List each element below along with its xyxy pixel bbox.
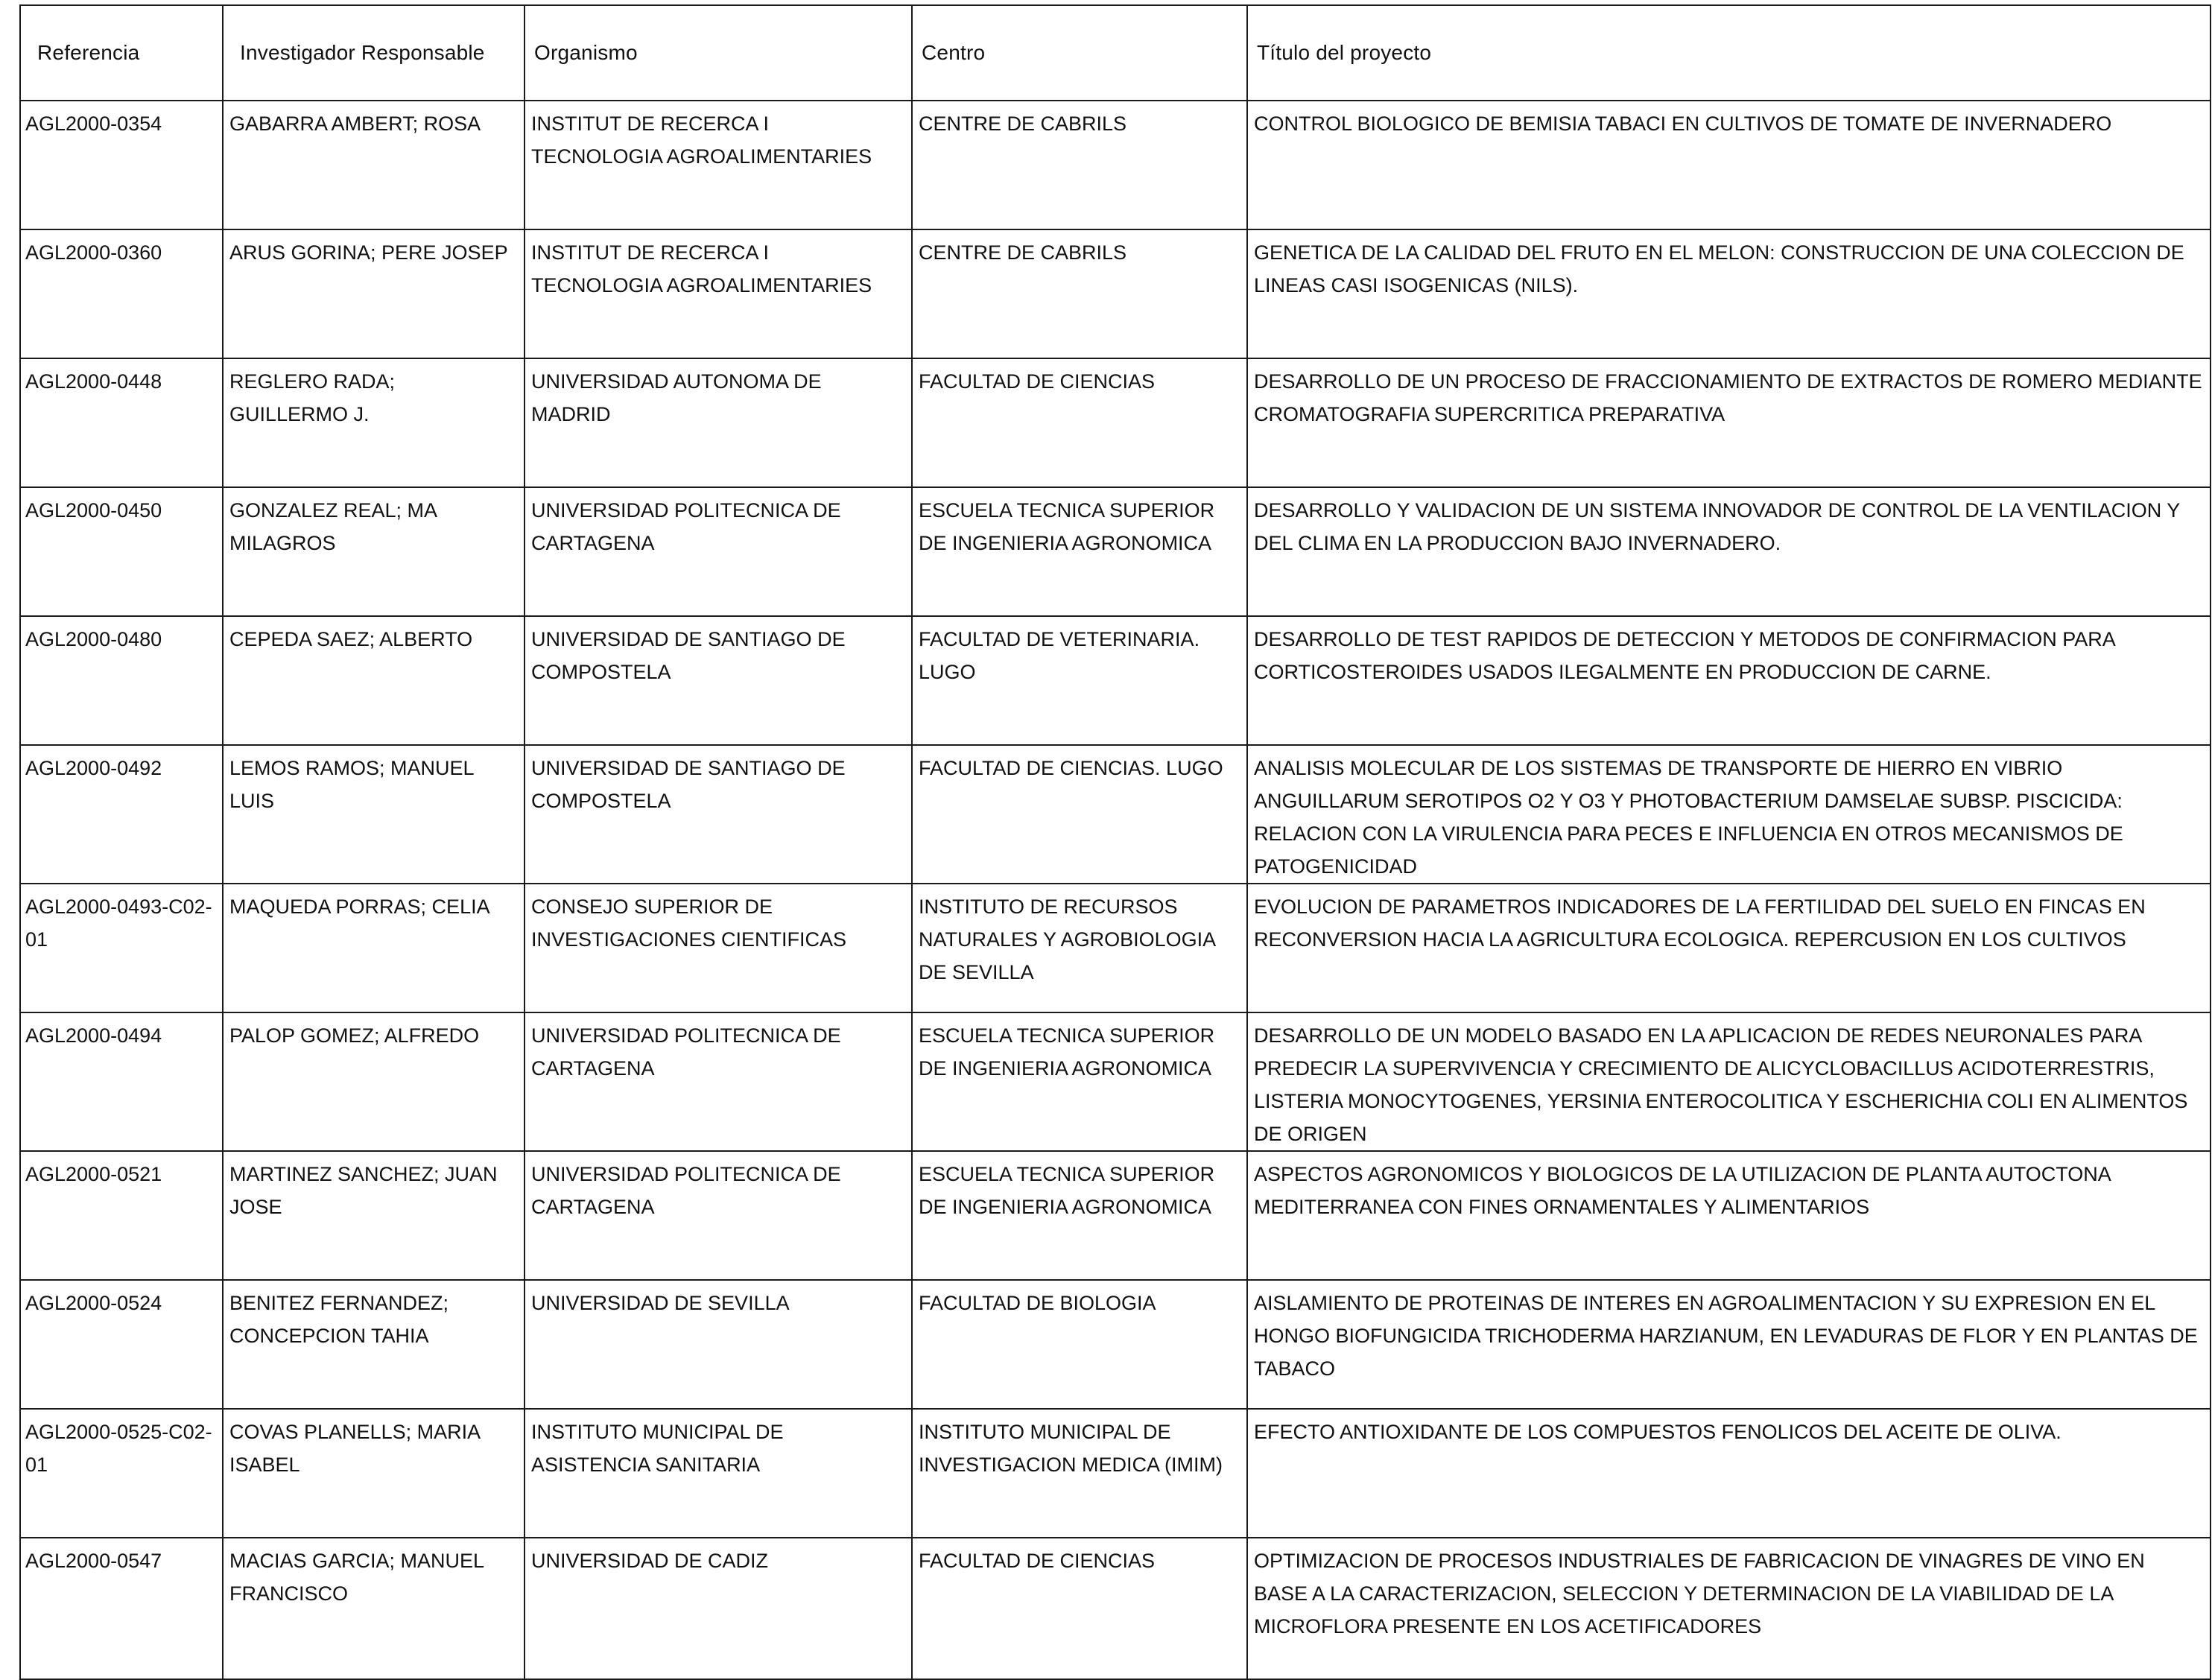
cell-referencia: AGL2000-0494 <box>20 1012 223 1151</box>
cell-referencia: AGL2000-0450 <box>20 487 223 616</box>
cell-centro: CENTRE DE CABRILS <box>912 229 1247 358</box>
cell-organismo: CONSEJO SUPERIOR DE INVESTIGACIONES CIENTIFICAS <box>525 884 912 1012</box>
table-row <box>20 1151 2211 1280</box>
cell-referencia: AGL2000-0525-C02-01 <box>20 1409 223 1538</box>
cell-titulo: DESARROLLO DE UN PROCESO DE FRACCIONAMIENTO DE EXTRACTOS DE ROMERO MEDIANTE CROMATOGRAFIA SUPERCRITICA PREPARATIVA <box>1247 358 2211 487</box>
cell-organismo: UNIVERSIDAD DE SANTIAGO DE COMPOSTELA <box>525 616 912 745</box>
cell-organismo: INSTITUTO MUNICIPAL DE ASISTENCIA SANITARIA <box>525 1409 912 1538</box>
cell-titulo: EFECTO ANTIOXIDANTE DE LOS COMPUESTOS FENOLICOS DEL ACEITE DE OLIVA. <box>1247 1409 2211 1538</box>
projects-sheet <box>19 4 2210 1654</box>
cell-referencia: AGL2000-0480 <box>20 616 223 745</box>
table-row <box>20 1012 2211 1151</box>
cell-investigador: PALOP GOMEZ; ALFREDO <box>223 1012 525 1151</box>
cell-organismo: UNIVERSIDAD DE CADIZ <box>525 1538 912 1679</box>
table-row <box>20 487 2211 616</box>
projects-table <box>19 4 2211 1680</box>
table-row <box>20 229 2211 358</box>
header-organismo: Organismo <box>525 5 912 101</box>
cell-titulo: ASPECTOS AGRONOMICOS Y BIOLOGICOS DE LA UTILIZACION DE PLANTA AUTOCTONA MEDITERRANEA CON FINES ORNAMENTALES Y ALIMENTARIOS <box>1247 1151 2211 1280</box>
cell-investigador: MAQUEDA PORRAS; CELIA <box>223 884 525 1012</box>
cell-centro: ESCUELA TECNICA SUPERIOR DE INGENIERIA AGRONOMICA <box>912 487 1247 616</box>
cell-titulo: GENETICA DE LA CALIDAD DEL FRUTO EN EL MELON: CONSTRUCCION DE UNA COLECCION DE LINEAS CASI ISOGENICAS (NILS). <box>1247 229 2211 358</box>
cell-investigador: GONZALEZ REAL; MA MILAGROS <box>223 487 525 616</box>
table-row <box>20 358 2211 487</box>
cell-centro: FACULTAD DE BIOLOGIA <box>912 1280 1247 1409</box>
table-row <box>20 1280 2211 1409</box>
table-row <box>20 745 2211 884</box>
cell-investigador: GABARRA AMBERT; ROSA <box>223 101 525 229</box>
cell-referencia: AGL2000-0492 <box>20 745 223 884</box>
cell-titulo: CONTROL BIOLOGICO DE BEMISIA TABACI EN CULTIVOS DE TOMATE DE INVERNADERO <box>1247 101 2211 229</box>
cell-organismo: INSTITUT DE RECERCA I TECNOLOGIA AGROALIMENTARIES <box>525 101 912 229</box>
cell-organismo: INSTITUT DE RECERCA I TECNOLOGIA AGROALIMENTARIES <box>525 229 912 358</box>
cell-organismo: UNIVERSIDAD AUTONOMA DE MADRID <box>525 358 912 487</box>
table-body <box>20 101 2211 1679</box>
cell-titulo: ANALISIS MOLECULAR DE LOS SISTEMAS DE TRANSPORTE DE HIERRO EN VIBRIO ANGUILLARUM SEROTIPOS O2 Y O3 Y PHOTOBACTERIUM DAMSELAE SUBSP. PISCICIDA: RELACION CON LA VIRULENCIA PARA PECES E INFLUENCIA EN OTROS MECANISMOS DE PATOGENICIDAD <box>1247 745 2211 884</box>
header-investigador: Investigador Responsable <box>223 5 525 101</box>
table-row <box>20 616 2211 745</box>
header-centro: Centro <box>912 5 1247 101</box>
cell-titulo: DESARROLLO DE TEST RAPIDOS DE DETECCION Y METODOS DE CONFIRMACION PARA CORTICOSTEROIDES USADOS ILEGALMENTE EN PRODUCCION DE CARNE. <box>1247 616 2211 745</box>
cell-investigador: MARTINEZ SANCHEZ; JUAN JOSE <box>223 1151 525 1280</box>
cell-referencia: AGL2000-0354 <box>20 101 223 229</box>
cell-centro: INSTITUTO DE RECURSOS NATURALES Y AGROBIOLOGIA DE SEVILLA <box>912 884 1247 1012</box>
cell-investigador: LEMOS RAMOS; MANUEL LUIS <box>223 745 525 884</box>
table-header <box>20 5 2211 101</box>
cell-organismo: UNIVERSIDAD POLITECNICA DE CARTAGENA <box>525 1151 912 1280</box>
cell-titulo: OPTIMIZACION DE PROCESOS INDUSTRIALES DE FABRICACION DE VINAGRES DE VINO EN BASE A LA CARACTERIZACION, SELECCION Y DETERMINACION DE LA VIABILIDAD DE LA MICROFLORA PRESENTE EN LOS ACETIFICADORES <box>1247 1538 2211 1679</box>
cell-organismo: UNIVERSIDAD DE SEVILLA <box>525 1280 912 1409</box>
cell-referencia: AGL2000-0547 <box>20 1538 223 1679</box>
cell-investigador: REGLERO RADA; GUILLERMO J. <box>223 358 525 487</box>
table-row <box>20 884 2211 1012</box>
cell-centro: ESCUELA TECNICA SUPERIOR DE INGENIERIA AGRONOMICA <box>912 1151 1247 1280</box>
cell-centro: ESCUELA TECNICA SUPERIOR DE INGENIERIA AGRONOMICA <box>912 1012 1247 1151</box>
table-row <box>20 1409 2211 1538</box>
cell-investigador: ARUS GORINA; PERE JOSEP <box>223 229 525 358</box>
cell-organismo: UNIVERSIDAD POLITECNICA DE CARTAGENA <box>525 1012 912 1151</box>
cell-investigador: COVAS PLANELLS; MARIA ISABEL <box>223 1409 525 1538</box>
cell-investigador: MACIAS GARCIA; MANUEL FRANCISCO <box>223 1538 525 1679</box>
cell-referencia: AGL2000-0493-C02-01 <box>20 884 223 1012</box>
header-row <box>20 5 2211 101</box>
cell-investigador: BENITEZ FERNANDEZ; CONCEPCION TAHIA <box>223 1280 525 1409</box>
table-row <box>20 101 2211 229</box>
header-titulo: Título del proyecto <box>1247 5 2211 101</box>
cell-titulo: AISLAMIENTO DE PROTEINAS DE INTERES EN AGROALIMENTACION Y SU EXPRESION EN EL HONGO BIOFUNGICIDA TRICHODERMA HARZIANUM, EN LEVADURAS DE FLOR Y EN PLANTAS DE TABACO <box>1247 1280 2211 1409</box>
cell-titulo: EVOLUCION DE PARAMETROS INDICADORES DE LA FERTILIDAD DEL SUELO EN FINCAS EN RECONVERSION HACIA LA AGRICULTURA ECOLOGICA. REPERCUSION EN LOS CULTIVOS <box>1247 884 2211 1012</box>
cell-referencia: AGL2000-0448 <box>20 358 223 487</box>
cell-referencia: AGL2000-0521 <box>20 1151 223 1280</box>
cell-investigador: CEPEDA SAEZ; ALBERTO <box>223 616 525 745</box>
header-referencia: Referencia <box>20 5 223 101</box>
cell-centro: CENTRE DE CABRILS <box>912 101 1247 229</box>
cell-centro: FACULTAD DE CIENCIAS. LUGO <box>912 745 1247 884</box>
cell-referencia: AGL2000-0524 <box>20 1280 223 1409</box>
cell-organismo: UNIVERSIDAD POLITECNICA DE CARTAGENA <box>525 487 912 616</box>
cell-centro: FACULTAD DE CIENCIAS <box>912 1538 1247 1679</box>
cell-organismo: UNIVERSIDAD DE SANTIAGO DE COMPOSTELA <box>525 745 912 884</box>
cell-referencia: AGL2000-0360 <box>20 229 223 358</box>
cell-titulo: DESARROLLO DE UN MODELO BASADO EN LA APLICACION DE REDES NEURONALES PARA PREDECIR LA SUPERVIVENCIA Y CRECIMIENTO DE ALICYCLOBACILLUS ACIDOTERRESTRIS, LISTERIA MONOCYTOGENES, YERSINIA ENTEROCOLITICA Y ESCHERICHIA COLI EN ALIMENTOS DE ORIGEN <box>1247 1012 2211 1151</box>
cell-titulo: DESARROLLO Y VALIDACION DE UN SISTEMA INNOVADOR DE CONTROL DE LA VENTILACION Y DEL CLIMA EN LA PRODUCCION BAJO INVERNADERO. <box>1247 487 2211 616</box>
cell-centro: FACULTAD DE CIENCIAS <box>912 358 1247 487</box>
cell-centro: INSTITUTO MUNICIPAL DE INVESTIGACION MEDICA (IMIM) <box>912 1409 1247 1538</box>
cell-centro: FACULTAD DE VETERINARIA. LUGO <box>912 616 1247 745</box>
